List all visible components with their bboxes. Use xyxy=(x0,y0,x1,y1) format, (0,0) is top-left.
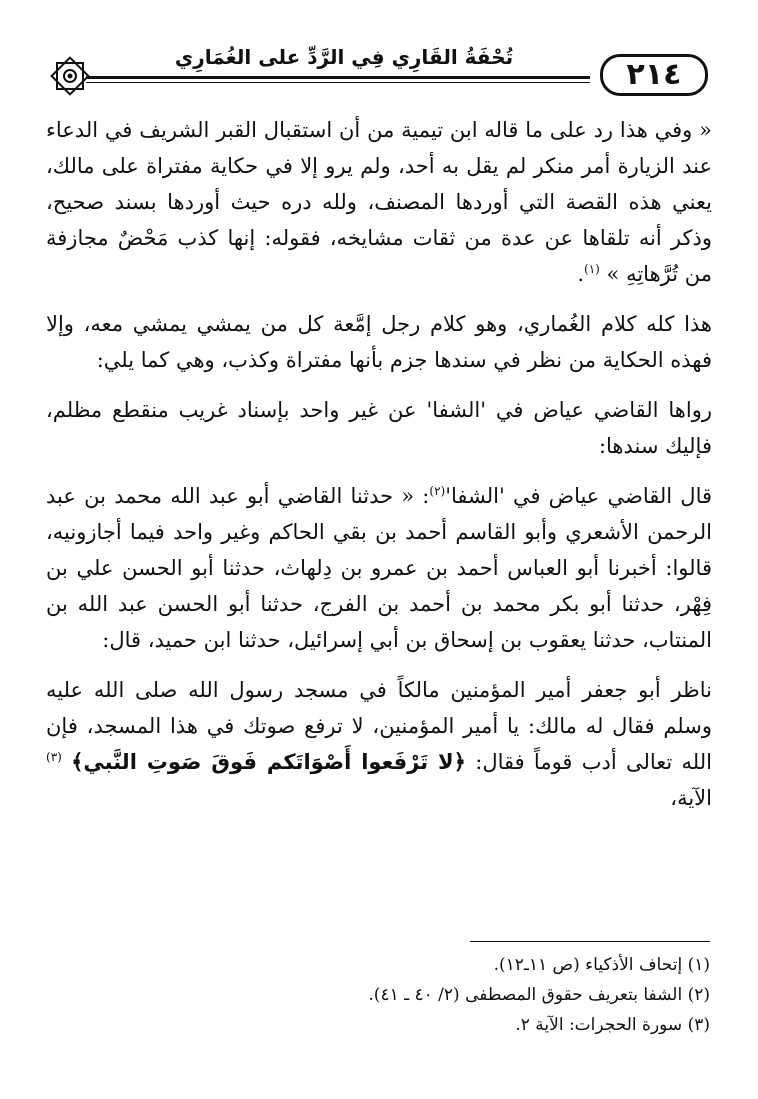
footnotes xyxy=(50,950,710,1040)
paragraph-isnad xyxy=(46,478,712,658)
quote-text: « وفي هذا رد على ما قاله ابن تيمية من أن استقبال القبر الشريف في الدعاء عند الزيارة أمر منكر لم يقل به أحد، ولم يرو إلا في حكاية مفتراة على مالك، يعني هذه القصة التي أوردها المصنف، ولله دره حيث أوردها بسند صحيح، وذكر أنه تلقاها عن عدة من ثقات مشايخه، فقوله: إنها كذب مَحْضٌ مجازفة من تُرَّهاتِهِ » xyxy=(46,118,712,286)
page-header xyxy=(48,40,708,106)
paragraph-story xyxy=(46,672,712,816)
quote-end: . xyxy=(577,262,585,286)
footnote-ref-3: (٣) xyxy=(46,750,62,764)
isnad-lead: قال القاضي عياض في 'الشفا' xyxy=(445,484,713,508)
header-rule-thin xyxy=(86,82,590,83)
octagram-ornament-icon xyxy=(48,54,92,98)
paragraph-quote xyxy=(46,112,712,292)
footnote-separator xyxy=(470,941,710,942)
story-end: الآية، xyxy=(670,786,712,810)
paragraph-source: رواها القاضي عياض في 'الشفا' عن غير واحد بإسناد غريب منقطع مظلم، فإليك سندها: xyxy=(46,398,712,458)
footnote-2: (٢) الشفا بتعريف حقوق المصطفى (٢/ ٤٠ ـ ٤١). xyxy=(368,985,710,1005)
footnote-ref-2: (٢) xyxy=(429,484,446,498)
running-title: تُحْفَةُ القَارِي فِي الرَّدِّ على الغُمَارِي xyxy=(120,44,568,70)
header-rule xyxy=(86,76,590,79)
footnote-ref-1: (١) xyxy=(584,262,600,276)
quran-verse: ﴿لا تَرْفَعوا أَصْوَاتَكم فَوقَ صَوتِ النَّبي﴾ xyxy=(71,750,466,774)
main-text xyxy=(46,112,712,830)
isnad-text: : « حدثنا القاضي أبو عبد الله محمد بن عبد الرحمن الأشعري وأبو القاسم أحمد بن بقي الحاكم وغير واحد فيما أجازونيه، قالوا: أخبرنا أبو العباس أحمد بن عمرو بن دِلهاث، حدثنا أبو الحسن علي بن فِهْر، حدثنا أبو بكر محمد بن أحمد بن الفرج، حدثنا أبو الحسن عبد الله بن المنتاب، حدثنا يعقوب بن إسحاق بن أبي إسرائيل، حدثنا ابن حميد، قال: xyxy=(46,484,712,652)
footnote-1: (١) إتحاف الأذكياء (ص ١١ـ١٢). xyxy=(493,955,710,975)
story-text: ناظر أبو جعفر أمير المؤمنين مالكاً في مسجد رسول الله صلى الله عليه وسلم فقال له مالك: يا أمير المؤمنين، لا ترفع صوتك في هذا المسجد، فإن الله تعالى أدب قوماً فقال: xyxy=(46,678,712,774)
page-number: ٢١٤ xyxy=(600,54,708,96)
paragraph-commentary: هذا كله كلام الغُماري، وهو كلام رجل إمَّعة كل من يمشي يمشي معه، وإلا فهذه الحكاية من نظر في سندها جزم بأنها مفتراة وكذب، وهي كما يلي: xyxy=(46,312,712,372)
footnote-3: (٣) سورة الحجرات: الآية ٢. xyxy=(515,1015,710,1035)
